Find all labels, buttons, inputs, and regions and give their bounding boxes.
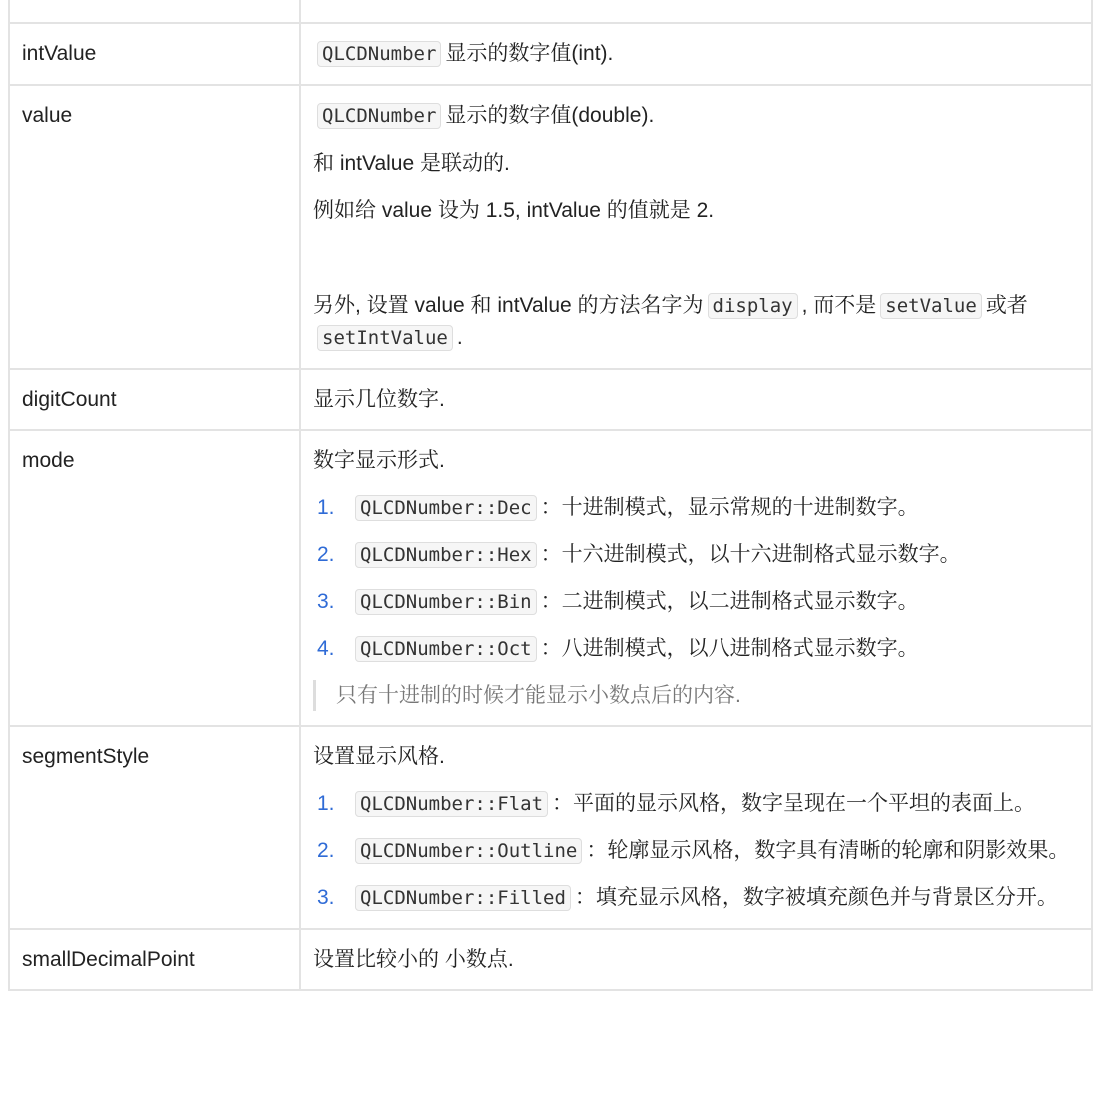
inline-code: QLCDNumber::Flat — [355, 791, 548, 817]
description-text: 显示的数字值(int). — [445, 42, 614, 65]
property-description: 显示几位数字. — [300, 369, 1092, 430]
property-description — [300, 430, 1092, 726]
inline-code: QLCDNumber::Filled — [355, 885, 571, 911]
note-blockquote: 只有十进制的时候才能显示小数点后的内容. — [313, 680, 1079, 711]
property-name: smallDecimalPoint — [9, 929, 300, 990]
table-row — [9, 929, 1092, 990]
table-row — [9, 369, 1092, 430]
ordered-list — [313, 492, 1079, 665]
description-text: 另外, 设置 value 和 intValue 的方法名字为 display , 而不是 setValue 或者setIntValue . — [313, 294, 1028, 349]
inline-code: QLCDNumber::Oct — [355, 636, 537, 662]
inline-code: display — [708, 293, 798, 319]
inline-code: QLCDNumber — [317, 41, 441, 67]
property-name: intValue — [9, 23, 300, 85]
inline-code: QLCDNumber — [317, 103, 441, 129]
list-item: 4. QLCDNumber::Oct ：八进制模式，以八进制格式显示数字。 — [317, 637, 919, 660]
properties-table — [8, 0, 1093, 991]
property-description — [300, 23, 1092, 85]
list-item: 2. QLCDNumber::Outline ：轮廓显示风格，数字具有清晰的轮廓和阴影效果。 — [317, 839, 1070, 862]
ordered-list — [313, 788, 1079, 914]
list-item: 3. QLCDNumber::Bin ：二进制模式，以二进制格式显示数字。 — [317, 590, 919, 613]
inline-code: QLCDNumber::Hex — [355, 542, 537, 568]
spacer — [313, 242, 1079, 290]
description-text: 数字显示形式. — [313, 449, 445, 472]
inline-code: setValue — [880, 293, 982, 319]
table-row-partial — [9, 0, 1092, 23]
property-description — [300, 85, 1092, 369]
description-text: 显示的数字值(double). — [445, 104, 655, 127]
property-name: digitCount — [9, 369, 300, 430]
inline-code: QLCDNumber::Outline — [355, 838, 582, 864]
table-row — [9, 23, 1092, 85]
inline-code: setIntValue — [317, 325, 453, 351]
property-description: 设置比较小的 小数点. — [300, 929, 1092, 990]
list-item: 1. QLCDNumber::Flat ：平面的显示风格，数字呈现在一个平坦的表面上。 — [317, 792, 1036, 815]
list-item: 2. QLCDNumber::Hex ：十六进制模式，以十六进制格式显示数字。 — [317, 543, 961, 566]
property-name: mode — [9, 430, 300, 726]
list-item: 1. QLCDNumber::Dec ：十进制模式，显示常规的十进制数字。 — [317, 496, 919, 519]
property-name: value — [9, 85, 300, 369]
property-name: segmentStyle — [9, 726, 300, 929]
inline-code: QLCDNumber::Dec — [355, 495, 537, 521]
table-row — [9, 430, 1092, 726]
description-text: 设置显示风格. — [313, 745, 445, 768]
description-text: 和 intValue 是联动的. — [313, 152, 510, 175]
description-text: 例如给 value 设为 1.5, intValue 的值就是 2. — [313, 199, 715, 222]
list-item: 3. QLCDNumber::Filled ：填充显示风格，数字被填充颜色并与背景区分开。 — [317, 886, 1058, 909]
property-description — [300, 726, 1092, 929]
table-row — [9, 85, 1092, 369]
table-row — [9, 726, 1092, 929]
inline-code: QLCDNumber::Bin — [355, 589, 537, 615]
